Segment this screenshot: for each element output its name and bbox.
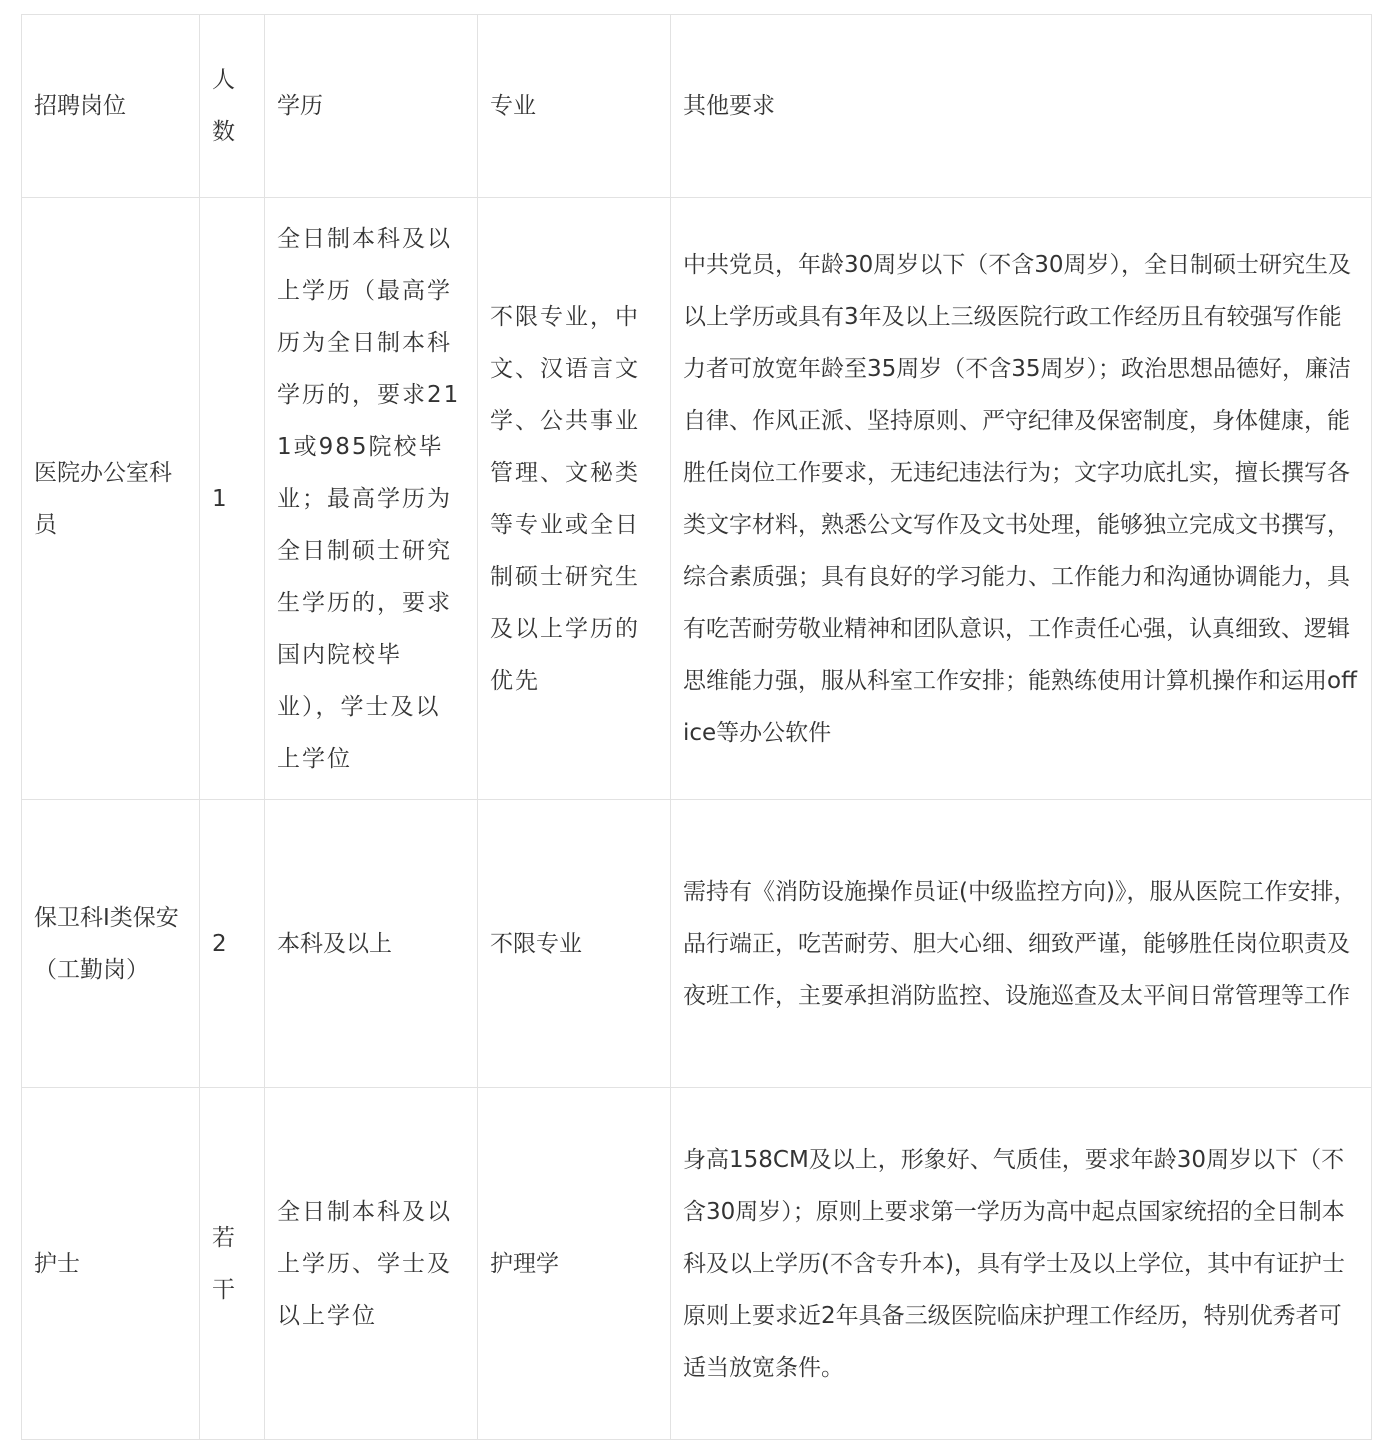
cell-position: 保卫科I类保安（工勤岗） — [22, 800, 200, 1088]
cell-count: 1 — [200, 198, 265, 800]
header-education: 学历 — [265, 15, 478, 198]
cell-requirements: 身高158CM及以上，形象好、气质佳，要求年龄30周岁以下（不含30周岁）；原则上要求第一学历为高中起点国家统招的全日制本科及以上学历(不含专升本)，具有学士及以上学位，其中有证护士原则上要求近2年具备三级医院临床护理工作经历，特别优秀者可适当放宽条件。 — [671, 1088, 1372, 1440]
header-requirements: 其他要求 — [671, 15, 1372, 198]
cell-position: 护士 — [22, 1088, 200, 1440]
cell-major: 护理学 — [478, 1088, 671, 1440]
cell-position: 医院办公室科员 — [22, 198, 200, 800]
cell-count: 2 — [200, 800, 265, 1088]
table-row — [22, 800, 1372, 1088]
header-major: 专业 — [478, 15, 671, 198]
cell-major: 不限专业，中文、汉语言文学、公共事业管理、文秘类等专业或全日制硕士研究生及以上学历的优先 — [478, 198, 671, 800]
header-position: 招聘岗位 — [22, 15, 200, 198]
table-row — [22, 1088, 1372, 1440]
cell-requirements: 需持有《消防设施操作员证(中级监控方向)》，服从医院工作安排，品行端正，吃苦耐劳、胆大心细、细致严谨，能够胜任岗位职责及夜班工作，主要承担消防监控、设施巡查及太平间日常管理等工作 — [671, 800, 1372, 1088]
table-header-row — [22, 15, 1372, 198]
cell-education: 全日制本科及以上学历、学士及以上学位 — [265, 1088, 478, 1440]
recruitment-table — [21, 14, 1372, 1440]
header-count: 人数 — [200, 15, 265, 198]
cell-requirements: 中共党员，年龄30周岁以下（不含30周岁），全日制硕士研究生及以上学历或具有3年及以上三级医院行政工作经历且有较强写作能力者可放宽年龄至35周岁（不含35周岁）；政治思想品德好，廉洁自律、作风正派、坚持原则、严守纪律及保密制度，身体健康，能胜任岗位工作要求，无违纪违法行为；文字功底扎实，擅长撰写各类文字材料，熟悉公文写作及文书处理，能够独立完成文书撰写，综合素质强；具有良好的学习能力、工作能力和沟通协调能力，具有吃苦耐劳敬业精神和团队意识，工作责任心强，认真细致、逻辑思维能力强，服从科室工作安排；能熟练使用计算机操作和运用office等办公软件 — [671, 198, 1372, 800]
cell-major: 不限专业 — [478, 800, 671, 1088]
cell-count: 若干 — [200, 1088, 265, 1440]
table-row — [22, 198, 1372, 800]
cell-education: 本科及以上 — [265, 800, 478, 1088]
cell-education: 全日制本科及以上学历（最高学历为全日制本科学历的，要求211或985院校毕业；最高学历为全日制硕士研究生学历的，要求国内院校毕业），学士及以上学位 — [265, 198, 478, 800]
